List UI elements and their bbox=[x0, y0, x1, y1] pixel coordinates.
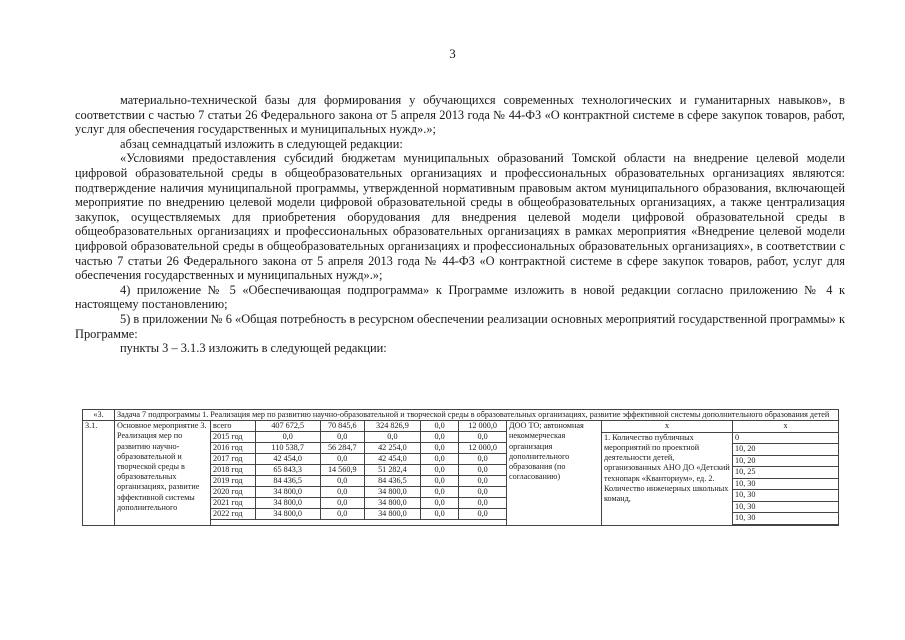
funding-fed: 0,0 bbox=[320, 509, 364, 520]
funding-year: 2022 год bbox=[211, 509, 255, 520]
header-task: Задача 7 подпрограммы 1. Реализация мер по развитию научно-образовательной и творческой среды в образовательных организациях, развитие эффективной системы дополнительного образования детей bbox=[115, 410, 839, 421]
funding-reg: 0,0 bbox=[364, 432, 420, 443]
funding-year: 2021 год bbox=[211, 498, 255, 509]
funding-other: 12 000,0 bbox=[459, 421, 506, 432]
funding-reg: 84 436,5 bbox=[364, 476, 420, 487]
value-item: 10, 20 bbox=[733, 456, 838, 468]
funding-row bbox=[211, 432, 506, 443]
resource-table bbox=[82, 409, 839, 526]
document-body bbox=[75, 93, 845, 356]
funding-fed: 56 284,7 bbox=[320, 443, 364, 454]
paragraph-5: 5) в приложении № 6 «Общая потребность в ресурсном обеспечении реализации основных мероприятий государственной программы» к Программе: bbox=[75, 311, 845, 341]
funding-other: 0,0 bbox=[459, 465, 506, 476]
header-number: «3. bbox=[83, 410, 115, 421]
funding-mun: 0,0 bbox=[420, 421, 458, 432]
funding-fed: 14 560,9 bbox=[320, 465, 364, 476]
paragraph-1: материально-технической базы для формирования у обучающихся современных технологических и гуманитарных навыков», в соответствии с частью 7 статьи 26 Федерального закона от 5 апреля 2013 года № 44-ФЗ «О контрактной системе в сфере закупок товаров, работ, услуг для обеспечения государственных и муниципальных нужд».»; bbox=[75, 93, 845, 137]
funding-fed: 70 845,6 bbox=[320, 421, 364, 432]
funding-subtable bbox=[211, 421, 506, 520]
row-number: 3.1. bbox=[83, 421, 115, 526]
paragraph-2: абзац семнадцатый изложить в следующей редакции: bbox=[120, 136, 403, 151]
funding-year: 2018 год bbox=[211, 465, 255, 476]
funding-mun: 0,0 bbox=[420, 509, 458, 520]
funding-total: 42 454,0 bbox=[255, 454, 320, 465]
funding-row bbox=[211, 509, 506, 520]
values-list bbox=[733, 433, 838, 525]
value-item: 10, 25 bbox=[733, 467, 838, 479]
value-item: 0 bbox=[733, 433, 838, 445]
funding-other: 0,0 bbox=[459, 509, 506, 520]
funding-reg: 34 800,0 bbox=[364, 487, 420, 498]
funding-total: 84 436,5 bbox=[255, 476, 320, 487]
funding-other: 12 000,0 bbox=[459, 443, 506, 454]
funding-other: 0,0 bbox=[459, 498, 506, 509]
funding-fed: 0,0 bbox=[320, 498, 364, 509]
funding-year: 2016 год bbox=[211, 443, 255, 454]
funding-row bbox=[211, 476, 506, 487]
funding-total: 34 800,0 bbox=[255, 498, 320, 509]
funding-total: 110 538,7 bbox=[255, 443, 320, 454]
activity-name: Основное мероприятие 3. Реализация мер по развитию научно-образовательной и творческой среды в образовательных организациях, развитие эффективной системы дополнительного bbox=[115, 421, 211, 526]
funding-reg: 324 826,9 bbox=[364, 421, 420, 432]
funding-total: 0,0 bbox=[255, 432, 320, 443]
funding-year: 2019 год bbox=[211, 476, 255, 487]
value-item: 10, 30 bbox=[733, 502, 838, 514]
funding-mun: 0,0 bbox=[420, 465, 458, 476]
indicator-cell bbox=[602, 421, 733, 526]
paragraph-3: «Условиями предоставления субсидий бюджетам муниципальных образований Томской области на внедрение целевой модели цифровой образовательной среды в общеобразовательных организациях и профессиональных образовательных организациях являются: подтверждение наличия муниципальной программы, утвержденной нормативным правовым актом муниципального образования, включающей мероприятие по внедрению целевой модели цифровой образовательной среды в общеобразовательных организациях, а также централизация закупок, осуществляемых для приобретения оборудования для внедрения целевой модели цифровой образовательной среды в общеобразовательных организациях и профессиональных образовательных организациях в рамках мероприятия «Внедрение целевой модели цифровой образовательной среды в общеобразовательных организациях и профессиональных образовательных организациях», в соответствии с частью 7 статьи 26 Федерального закона от 5 апреля 2013 года № 44-ФЗ «О контрактной системе в сфере закупок товаров, работ, услуг для обеспечения государственных и муниципальных нужд».»; bbox=[75, 151, 845, 283]
funding-year: 2020 год bbox=[211, 487, 255, 498]
value-header: х bbox=[733, 421, 838, 433]
funding-other: 0,0 bbox=[459, 487, 506, 498]
funding-mun: 0,0 bbox=[420, 487, 458, 498]
table-row bbox=[83, 421, 839, 526]
value-item: 10, 30 bbox=[733, 490, 838, 502]
funding-row bbox=[211, 498, 506, 509]
funding-mun: 0,0 bbox=[420, 443, 458, 454]
funding-fed: 0,0 bbox=[320, 476, 364, 487]
funding-total: 65 843,3 bbox=[255, 465, 320, 476]
funding-total: 34 800,0 bbox=[255, 509, 320, 520]
funding-row bbox=[211, 443, 506, 454]
funding-row bbox=[211, 487, 506, 498]
funding-mun: 0,0 bbox=[420, 498, 458, 509]
value-item: 10, 20 bbox=[733, 444, 838, 456]
funding-fed: 0,0 bbox=[320, 487, 364, 498]
funding-row bbox=[211, 454, 506, 465]
executor: ДОО ТО; автономная некоммерческая организация дополнительного образования (по согласованию) bbox=[507, 421, 602, 526]
value-item: 10, 30 bbox=[733, 513, 838, 525]
page-number: 3 bbox=[449, 46, 456, 61]
funding-mun: 0,0 bbox=[420, 476, 458, 487]
values-cell bbox=[733, 421, 839, 526]
funding-total: 407 672,5 bbox=[255, 421, 320, 432]
funding-year: 2015 год bbox=[211, 432, 255, 443]
funding-row bbox=[211, 421, 506, 432]
paragraph-4: 4) приложение № 5 «Обеспечивающая подпрограмма» к Программе изложить в новой редакции согласно приложению № 4 к настоящему постановлению; bbox=[75, 282, 845, 312]
funding-reg: 34 800,0 bbox=[364, 498, 420, 509]
funding-total: 34 800,0 bbox=[255, 487, 320, 498]
funding-other: 0,0 bbox=[459, 454, 506, 465]
funding-row bbox=[211, 465, 506, 476]
funding-fed: 0,0 bbox=[320, 432, 364, 443]
table-header-row bbox=[83, 410, 839, 421]
funding-year: всего bbox=[211, 421, 255, 432]
funding-cell bbox=[211, 421, 507, 526]
funding-reg: 51 282,4 bbox=[364, 465, 420, 476]
indicator-header: х bbox=[602, 421, 732, 433]
indicators: 1. Количество публичных мероприятий по проектной деятельности детей, организованных АНО ДО «Детский технопарк «Кванториум», ед. 2. Количество инженерных школьных команд, bbox=[604, 432, 730, 503]
funding-mun: 0,0 bbox=[420, 454, 458, 465]
funding-reg: 42 454,0 bbox=[364, 454, 420, 465]
funding-reg: 34 800,0 bbox=[364, 509, 420, 520]
funding-reg: 42 254,0 bbox=[364, 443, 420, 454]
paragraph-6: пункты 3 – 3.1.3 изложить в следующей редакции: bbox=[120, 341, 387, 356]
funding-other: 0,0 bbox=[459, 432, 506, 443]
value-item: 10, 30 bbox=[733, 479, 838, 491]
funding-mun: 0,0 bbox=[420, 432, 458, 443]
funding-year: 2017 год bbox=[211, 454, 255, 465]
funding-other: 0,0 bbox=[459, 476, 506, 487]
funding-fed: 0,0 bbox=[320, 454, 364, 465]
